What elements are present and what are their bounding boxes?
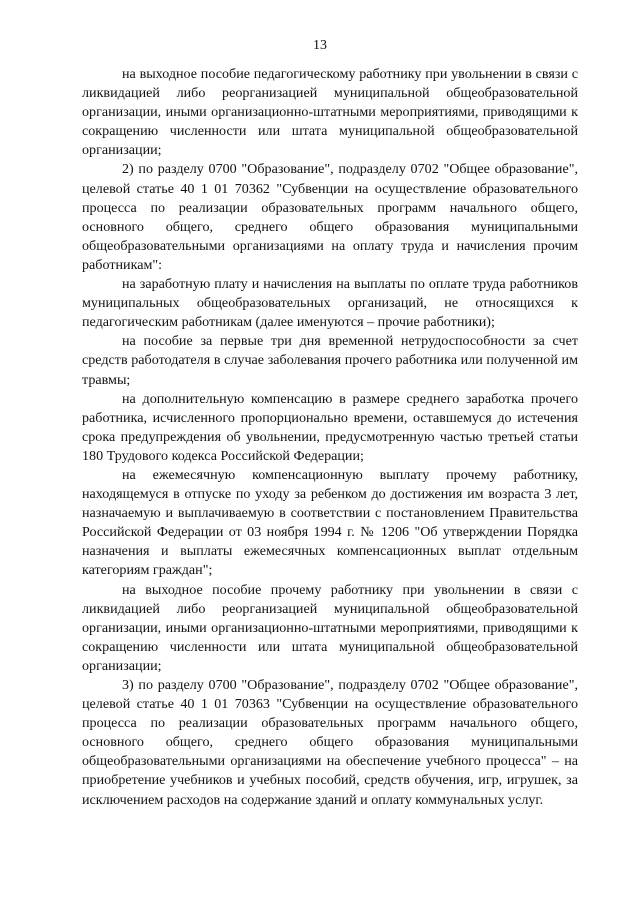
document-body [82,65,578,810]
paragraph-item-3-educational-process: 3) по разделу 0700 "Образование", подразделу 0702 "Общее образование", целевой статье 40 1 01 70363 "Субвенции на осуществление образовательного процесса по реализации образовательных программ начального общего, основного общего, среднего общего образования муниципальными общеобразовательными организациями на обеспечение учебного процесса" – на приобретение учебников и учебных пособий, средств обучения, игр, игрушек, за исключением расходов на содержание зданий и оплату коммунальных услуг. [82,677,578,808]
paragraph-item-2-heading: 2) по разделу 0700 "Образование", подразделу 0702 "Общее образование", целевой статье 40 1 01 70362 "Субвенции на осуществление образовательного процесса по реализации образовательных программ начального общего, основного общего, среднего общего образования муниципальными общеобразовательными организациями на оплату труда и начисления прочим работникам": [82,161,578,273]
page-number: 13 [313,38,327,53]
paragraph-severance-pedagogical: на выходное пособие педагогическому работнику при увольнении в связи с ликвидацией либо реорганизацией муниципальной общеобразовательной организации, иными организационно-штатными мероприятиями, приводящими к сокращению численности или штата муниципальной общеобразовательной организации; [82,66,578,159]
paragraph-severance-other-workers: на выходное пособие прочему работнику при увольнении в связи с ликвидацией либо реорганизацией муниципальной общеобразовательной организации, иными организационно-штатными мероприятиями, приводящими к сокращению численности или штата муниципальной общеобразовательной организации; [82,581,578,674]
paragraph-monthly-child-care-payment: на ежемесячную компенсационную выплату прочему работнику, находящемуся в отпуске по уходу за ребенком до достижения им возраста 3 лет, назначаемую и выплачиваемую в соответствии с постановлением Правительства Российской Федерации от 03 ноября 1994 г. № 1206 "Об утверждении Порядка назначения и выплаты ежемесячных компенсационных выплат отдельным категориям граждан"; [82,466,578,579]
paragraph-wages-other-workers: на заработную плату и начисления на выплаты по оплате труда работников муниципальных общеобразовательных организаций, не относящихся к педагогическим работникам (далее именуются – прочие работники); [82,276,578,331]
paragraph-additional-compensation: на дополнительную компенсацию в размере среднего заработка прочего работника, исчисленного пропорционально времени, оставшемуся до истечения срока предупреждения об увольнении, предусмотренную частью третьей статьи 180 Трудового кодекса Российской Федерации; [82,390,578,464]
paragraph-sick-leave-benefit: на пособие за первые три дня временной нетрудоспособности за счет средств работодателя в случае заболевания прочего работника или полученной им травмы; [82,333,578,388]
